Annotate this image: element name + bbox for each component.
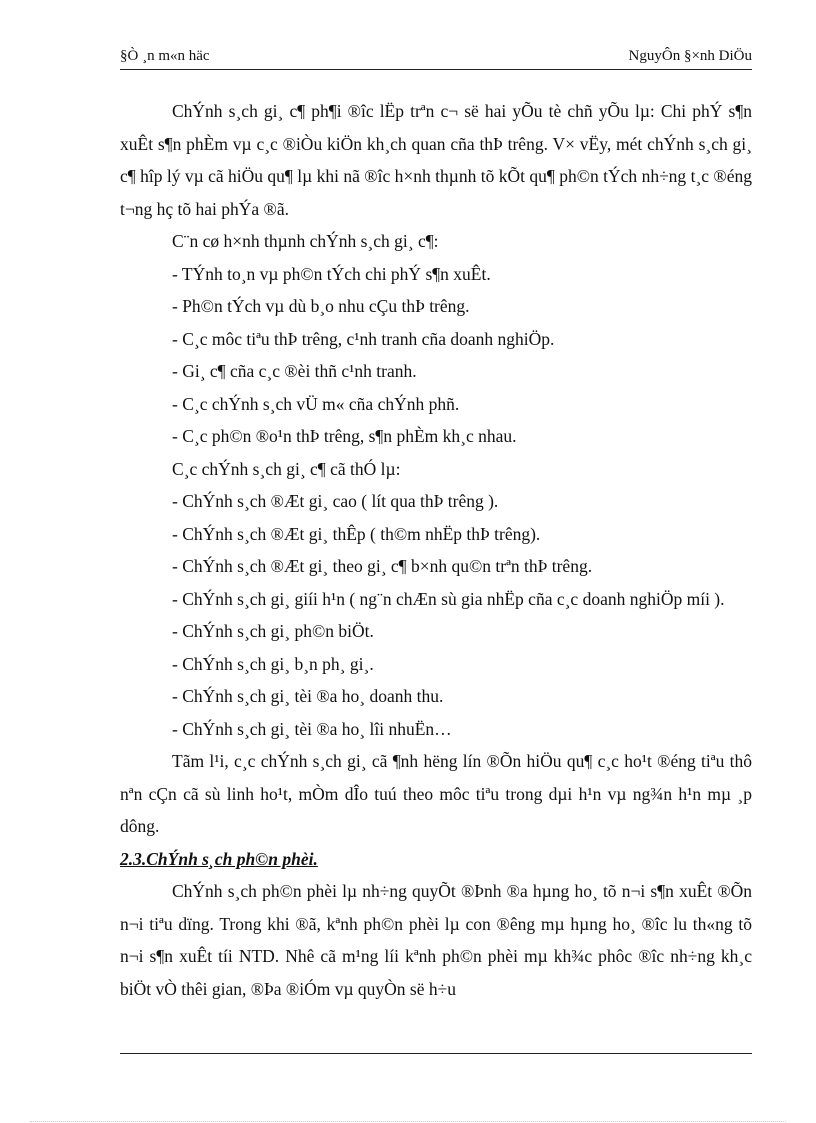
list-item: - ChÝnh s¸ch gi¸ giíi h¹n ( ng¨n chÆn sù gia nhËp cña c¸c doanh nghiÖp míi ). xyxy=(172,588,725,609)
list-item: - ChÝnh s¸ch ®Æt gi¸ theo gi¸ c¶ b×nh qu©n trªn thÞ trêng. xyxy=(172,556,593,576)
list-item: - ChÝnh s¸ch gi¸ ph©n biÖt. xyxy=(172,621,374,641)
document-body xyxy=(120,95,752,1005)
list-item: - C¸c môc tiªu thÞ trêng, c¹nh tranh cña doanh nghiÖp. xyxy=(172,328,555,349)
list-item: - Gi¸ c¶ cña c¸c ®èi thñ c¹nh tranh. xyxy=(172,361,417,381)
list-item: - TÝnh to¸n vµ ph©n tÝch chi phÝ s¶n xuÊt. xyxy=(172,263,491,284)
pricing-basis-title: C¨n cø h×nh thµnh chÝnh s¸ch gi¸ c¶: xyxy=(172,231,439,251)
page-header xyxy=(120,48,752,70)
pricing-policies-title: C¸c chÝnh s¸ch gi¸ c¶ cã thÓ lµ: xyxy=(172,458,401,479)
header-course-title: §Ò ¸n m«n häc xyxy=(120,48,210,64)
list-item: - ChÝnh s¸ch gi¸ b¸n ph¸ gi¸. xyxy=(172,653,374,674)
list-item: - C¸c ph©n ®o¹n thÞ trêng, s¶n phÈm kh¸c nhau. xyxy=(172,426,517,446)
list-item: - ChÝnh s¸ch gi¸ tèi ®a ho¸ lîi nhuËn… xyxy=(172,718,452,739)
list-item: - ChÝnh s¸ch ®Æt gi¸ cao ( lít qua thÞ trêng ). xyxy=(172,491,499,511)
intro-paragraph: ChÝnh s¸ch gi¸ c¶ ph¶i ®îc lËp trªn c¬ së hai yÕu tè chñ yÕu lµ: Chi phÝ s¶n xuÊt s¶n phÈm vµ c¸c ®iÒu kiÖn kh¸ch quan cña thÞ trêng. V× vËy, mét chÝnh s¸ch gi¸ c¶ hîp lý vµ cã hiÖu qu¶ lµ khi nã ®îc h×nh thµnh tõ kÕt qu¶ ph©n tÝch nh÷ng t¸c ®éng t¬ng hç tõ hai phÝa ®ã. xyxy=(120,101,752,219)
list-item: - ChÝnh s¸ch ®Æt gi¸ thÊp ( th©m nhËp thÞ trêng). xyxy=(172,523,541,544)
list-item: - C¸c chÝnh s¸ch vÜ m« cña chÝnh phñ. xyxy=(172,393,460,414)
footer-divider xyxy=(120,1053,752,1054)
page-boundary xyxy=(30,1121,786,1122)
distribution-paragraph: ChÝnh s¸ch ph©n phèi lµ nh÷ng quyÕt ®Þnh ®a hµng ho¸ tõ n¬i s¶n xuÊt ®Õn n¬i tiªu dïng. Trong khi ®ã, kªnh ph©n phèi lµ con ®êng mµ hµng ho¸ ®îc lu th«ng tõ n¬i s¶n xuÊt tíi NTD. Nhê cã m¹ng líi kªnh ph©n phèi mµ kh¾c phôc ®îc nh÷ng kh¸c biÖt vÒ thêi gian, ®Þa ®iÓm vµ quyÒn së h÷u xyxy=(120,881,752,999)
header-author-name: NguyÔn §×nh DiÖu xyxy=(628,48,752,64)
list-item: - Ph©n tÝch vµ dù b¸o nhu cÇu thÞ trêng. xyxy=(172,296,470,316)
list-item: - ChÝnh s¸ch gi¸ tèi ®a ho¸ doanh thu. xyxy=(172,686,444,706)
section-heading: 2.3.ChÝnh s¸ch ph©n phèi. xyxy=(120,848,318,869)
summary-paragraph: Tãm l¹i, c¸c chÝnh s¸ch gi¸ cã ¶nh hëng lín ®Õn hiÖu qu¶ c¸c ho¹t ®éng tiªu thô nªn cÇn cã sù linh ho¹t, mÒm dÎo tuú theo môc tiªu trong dµi h¹n vµ ng¾n h¹n mµ ¸p dông. xyxy=(120,751,752,836)
header-divider xyxy=(120,69,752,70)
